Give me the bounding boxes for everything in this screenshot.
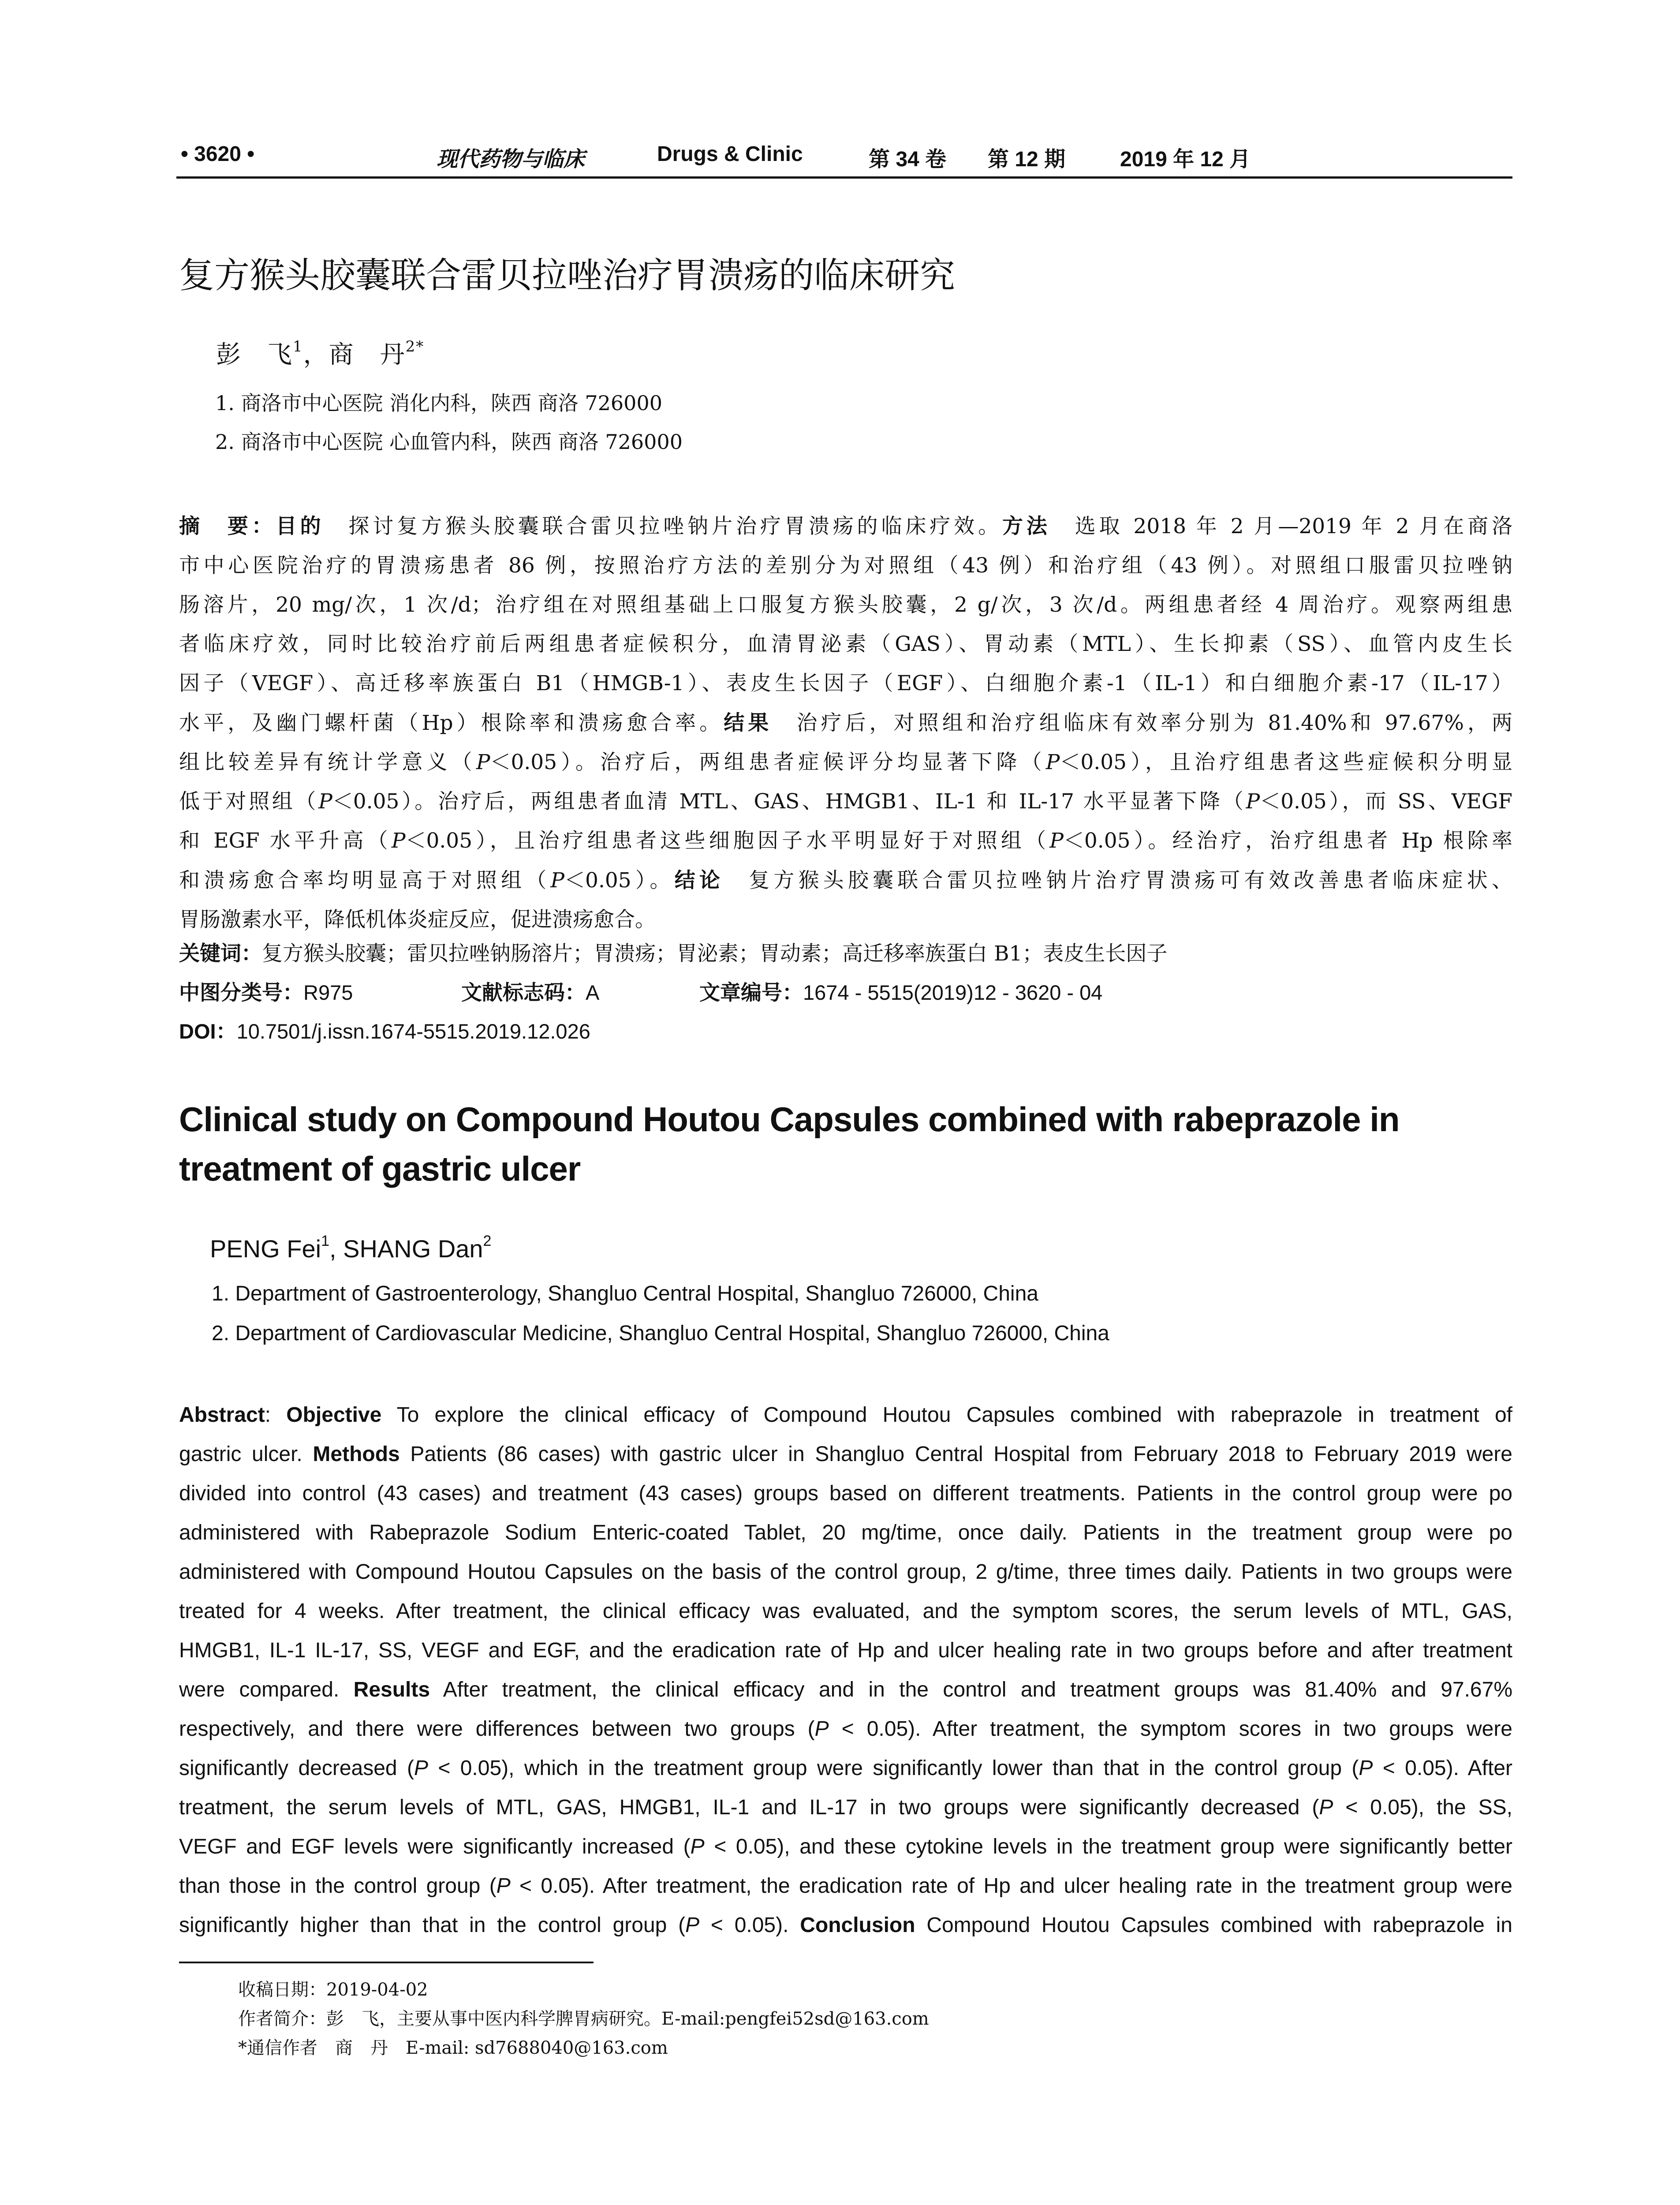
author-name: 商 丹 xyxy=(329,340,406,369)
abstract-text: 和溃疡愈合率均明显高于对照组（ xyxy=(179,868,551,893)
affiliation-en-1: 1. Department of Gastroenterology, Shangluo Central Hospital, Shangluo 726000, China xyxy=(212,1282,1038,1305)
doi-label: DOI： xyxy=(179,1020,237,1043)
section-label: 结论 xyxy=(674,868,724,892)
affiliation-cn-1: 1. 商洛市中心医院 消化内科，陕西 商洛 726000 xyxy=(215,391,662,415)
abstract-line: 者临床疗效，同时比较治疗前后两组患者症候积分，血清胃泌素（GAS）、胃动素（MTL）、生长抑素（SS）、血管内皮生长 xyxy=(179,632,1512,656)
abstract-text: ＜0.05）。治疗后，两组患者症候评分均显著下降（ xyxy=(490,750,1046,774)
author-affil-mark: 2 xyxy=(483,1233,492,1249)
section-label: Objective xyxy=(286,1403,382,1427)
header-rule xyxy=(176,176,1512,179)
issue: 第 12 期 xyxy=(988,148,1066,171)
abstract-text: significantly higher than that in the control group ( xyxy=(179,1913,686,1937)
abstract-text: < 0.05), and these cytokine levels in the treatment group were significantly better xyxy=(704,1835,1513,1858)
abstract-text: < 0.05). After treatment, the eradication rate of Hp and ulcer healing rate in the treatment group were xyxy=(510,1874,1513,1898)
footnote-author-bio: 作者简介：彭 飞，主要从事中医内科学脾胃病研究。E-mail:pengfei52sd@163.com xyxy=(238,2009,929,2029)
section-label: Methods xyxy=(313,1443,400,1466)
abstract-line: treated for 4 weeks. After treatment, the clinical efficacy was evaluated, and the symptom scores, the serum levels of MTL, GAS, xyxy=(179,1600,1512,1623)
keywords-cn xyxy=(179,937,1167,967)
p-symbol: P xyxy=(414,1757,428,1780)
abstract-text: < 0.05), the SS, xyxy=(1333,1796,1512,1819)
journal-name-cn: 现代药物与临床 xyxy=(437,147,585,172)
p-symbol: P xyxy=(496,1874,511,1898)
p-symbol: P xyxy=(685,1913,700,1937)
section-label: 方法 xyxy=(1002,514,1051,538)
abstract-line xyxy=(179,1906,1512,1945)
abstract-line: divided into control (43 cases) and treatment (43 cases) groups based on different treatments. Patients in the control group were po xyxy=(179,1482,1512,1505)
abstract-line xyxy=(179,1866,1512,1906)
abstract-line xyxy=(179,1788,1512,1827)
p-symbol: P xyxy=(1359,1757,1373,1780)
doi-value: 10.7501/j.issn.1674-5515.2019.12.026 xyxy=(236,1020,590,1043)
abstract-line xyxy=(179,1435,1512,1474)
abstract-line xyxy=(179,860,1512,900)
abstract-text: ＜0.05）。 xyxy=(564,868,675,893)
classification-line xyxy=(179,976,1102,1006)
volume: 第 34 卷 xyxy=(869,148,947,171)
abstract-line xyxy=(179,1827,1512,1866)
author-affil-mark: 1 xyxy=(321,1233,329,1249)
author-name: PENG Fei xyxy=(210,1235,321,1263)
clc-label: 中图分类号： xyxy=(179,981,303,1004)
abstract-text: : xyxy=(265,1403,287,1427)
abstract-line: 肠溶片，20 mg/次，1 次/d；治疗组在对照组基础上口服复方猴头胶囊，2 g/次，3 次/d。两组患者经 4 周治疗。观察两组患 xyxy=(179,593,1512,617)
abstract-label: 摘 要： xyxy=(179,514,276,538)
abstract-text: To explore the clinical efficacy of Compound Houtou Capsules combined with rabeprazole in treatment of xyxy=(381,1403,1512,1427)
abstract-text: 治疗后，对照组和治疗组临床有效率分别为 81.40%和 97.67%，两 xyxy=(772,711,1513,735)
footnote-rule xyxy=(179,1962,594,1963)
abstract-line: administered with Rabeprazole Sodium Enteric-coated Tablet, 20 mg/time, once daily. Patients in the treatment group were po xyxy=(179,1521,1512,1544)
authors-en xyxy=(210,1233,491,1263)
p-symbol: P xyxy=(814,1717,829,1741)
abstract-line xyxy=(179,782,1512,821)
abstract-text: After treatment, the clinical efficacy and in the control and treatment groups was 81.40% and 97.67% xyxy=(430,1678,1512,1701)
author-affil-mark: 1 xyxy=(293,338,303,355)
p-symbol: P xyxy=(1045,750,1060,774)
p-symbol: P xyxy=(318,789,332,814)
footnote-received-date: 收稿日期：2019-04-02 xyxy=(238,1980,428,2000)
abstract-text: 复方猴头胶囊联合雷贝拉唑钠片治疗胃溃疡可有效改善患者临床症状、 xyxy=(724,868,1513,893)
authors-cn xyxy=(216,335,424,370)
abstract-line: 胃肠激素水平，降低机体炎症反应，促进溃疡愈合。 xyxy=(179,908,656,932)
abstract-line: 市中心医院治疗的胃溃疡患者 86 例，按照治疗方法的差别分为对照组（43 例）和治疗组（43 例）。对照组口服雷贝拉唑钠 xyxy=(179,553,1512,578)
issue-date: 2019 年 12 月 xyxy=(1120,148,1251,171)
author-name: SHANG Dan xyxy=(343,1235,483,1263)
section-label: 目的 xyxy=(276,514,325,538)
p-symbol: P xyxy=(1319,1796,1333,1819)
abstract-line xyxy=(179,743,1512,782)
section-label: Conclusion xyxy=(800,1913,915,1937)
p-symbol: P xyxy=(1049,829,1064,853)
abstract-text: ＜0.05），且治疗组患者这些细胞因子水平明显好于对照组（ xyxy=(405,829,1050,853)
journal-name-en: Drugs & Clinic xyxy=(657,142,803,166)
keywords-label: 关键词： xyxy=(179,942,262,965)
abstract-text: were compared. xyxy=(179,1678,354,1701)
paper-title-cn: 复方猴头胶囊联合雷贝拉唑治疗胃溃疡的临床研究 xyxy=(179,256,955,295)
abstract-line xyxy=(179,821,1512,860)
abstract-line xyxy=(179,506,1512,546)
abstract-text: < 0.05), which in the treatment group were significantly lower than that in the control group ( xyxy=(428,1757,1359,1780)
abstract-line xyxy=(179,1395,1512,1435)
section-label: 结果 xyxy=(724,711,773,734)
p-symbol: P xyxy=(550,868,565,893)
abstract-en xyxy=(179,1395,1512,1945)
article-number-value: 1674 - 5515(2019)12 - 3620 - 04 xyxy=(803,981,1103,1004)
abstract-text: ＜0.05），而 SS、VEGF xyxy=(1260,789,1513,814)
abstract-text: 组比较差异有统计学意义（ xyxy=(179,750,476,774)
section-label: Results xyxy=(353,1678,430,1701)
abstract-text: significantly decreased ( xyxy=(179,1757,414,1780)
page-number: • 3620 • xyxy=(181,142,255,166)
footnote-corresponding-author: *通信作者 商 丹 E-mail: sd7688040@163.com xyxy=(238,2038,668,2058)
abstract-line xyxy=(179,703,1512,743)
abstract-text: Patients (86 cases) with gastric ulcer in Shangluo Central Hospital from February 2018 to February 2019 were xyxy=(399,1443,1512,1466)
abstract-line xyxy=(179,1749,1512,1788)
keywords-text: 复方猴头胶囊；雷贝拉唑钠肠溶片；胃溃疡；胃泌素；胃动素；高迁移率族蛋白 B1；表皮生长因子 xyxy=(262,942,1168,966)
doi-line xyxy=(179,1015,590,1045)
author-separator: , xyxy=(329,1235,343,1263)
abstract-text: < 0.05). After xyxy=(1373,1757,1513,1780)
abstract-text: ＜0.05）。治疗后，两组患者血清 MTL、GAS、HMGB1、IL-1 和 IL-17 水平显著下降（ xyxy=(332,789,1246,814)
abstract-text: ＜0.05）。经治疗，治疗组患者 Hp 根除率 xyxy=(1063,829,1512,853)
abstract-text: ＜0.05），且治疗组患者这些症候积分明显 xyxy=(1060,750,1512,774)
abstract-text: < 0.05). After treatment, the symptom scores in two groups were xyxy=(829,1717,1512,1741)
affiliation-en-2: 2. Department of Cardiovascular Medicine, Shangluo Central Hospital, Shangluo 726000, China xyxy=(212,1322,1109,1345)
abstract-text: than those in the control group ( xyxy=(179,1874,497,1898)
abstract-cn xyxy=(179,506,1512,939)
doccode-label: 文献标志码： xyxy=(461,981,586,1004)
abstract-text: Compound Houtou Capsules combined with rabeprazole in xyxy=(915,1913,1513,1937)
running-header xyxy=(181,142,1504,172)
affiliation-cn-2: 2. 商洛市中心医院 心血管内科，陕西 商洛 726000 xyxy=(215,430,683,454)
p-symbol: P xyxy=(690,1835,705,1858)
doccode-value: A xyxy=(586,981,600,1004)
abstract-text: < 0.05). xyxy=(699,1913,800,1937)
paper-title-en: Clinical study on Compound Houtou Capsules combined with rabeprazole in treatment of gastric ulcer xyxy=(179,1100,1400,1188)
abstract-line: administered with Compound Houtou Capsules on the basis of the control group, 2 g/time, three times daily. Patients in two groups were xyxy=(179,1560,1512,1584)
abstract-text: 和 EGF 水平升高（ xyxy=(179,829,392,853)
abstract-line xyxy=(179,1670,1512,1709)
abstract-line: HMGB1, IL-1 IL-17, SS, VEGF and EGF, and the eradication rate of Hp and ulcer healing rate in two groups before and after treatment xyxy=(179,1639,1512,1662)
abstract-line xyxy=(179,1709,1512,1749)
abstract-text: gastric ulcer. xyxy=(179,1443,313,1466)
abstract-text: 低于对照组（ xyxy=(179,789,319,814)
abstract-text: VEGF and EGF levels were significantly increased ( xyxy=(179,1835,691,1858)
abstract-line: 因子（VEGF）、高迁移率族蛋白 B1（HMGB-1）、表皮生长因子（EGF）、白细胞介素-1（IL-1）和白细胞介素-17（IL-17） xyxy=(179,671,1512,695)
abstract-text: treatment, the serum levels of MTL, GAS, HMGB1, IL-1 and IL-17 in two groups were significantly decreased ( xyxy=(179,1796,1319,1819)
clc-value: R975 xyxy=(303,981,353,1004)
abstract-label: Abstract xyxy=(179,1403,265,1427)
p-symbol: P xyxy=(476,750,490,774)
author-name: 彭 飞 xyxy=(216,340,293,369)
author-affil-mark: 2* xyxy=(405,338,425,355)
abstract-text: 探讨复方猴头胶囊联合雷贝拉唑钠片治疗胃溃疡的临床疗效。 xyxy=(324,514,1003,538)
p-symbol: P xyxy=(1246,789,1260,814)
abstract-text: 水平，及幽门螺杆菌（Hp）根除率和溃疡愈合率。 xyxy=(179,711,724,735)
article-number-label: 文章编号： xyxy=(699,981,803,1004)
author-separator: ， xyxy=(303,340,329,369)
p-symbol: P xyxy=(391,829,406,853)
abstract-text: 选取 2018 年 2 月—2019 年 2 月在商洛 xyxy=(1050,514,1513,538)
abstract-text: respectively, and there were differences between two groups ( xyxy=(179,1717,815,1741)
